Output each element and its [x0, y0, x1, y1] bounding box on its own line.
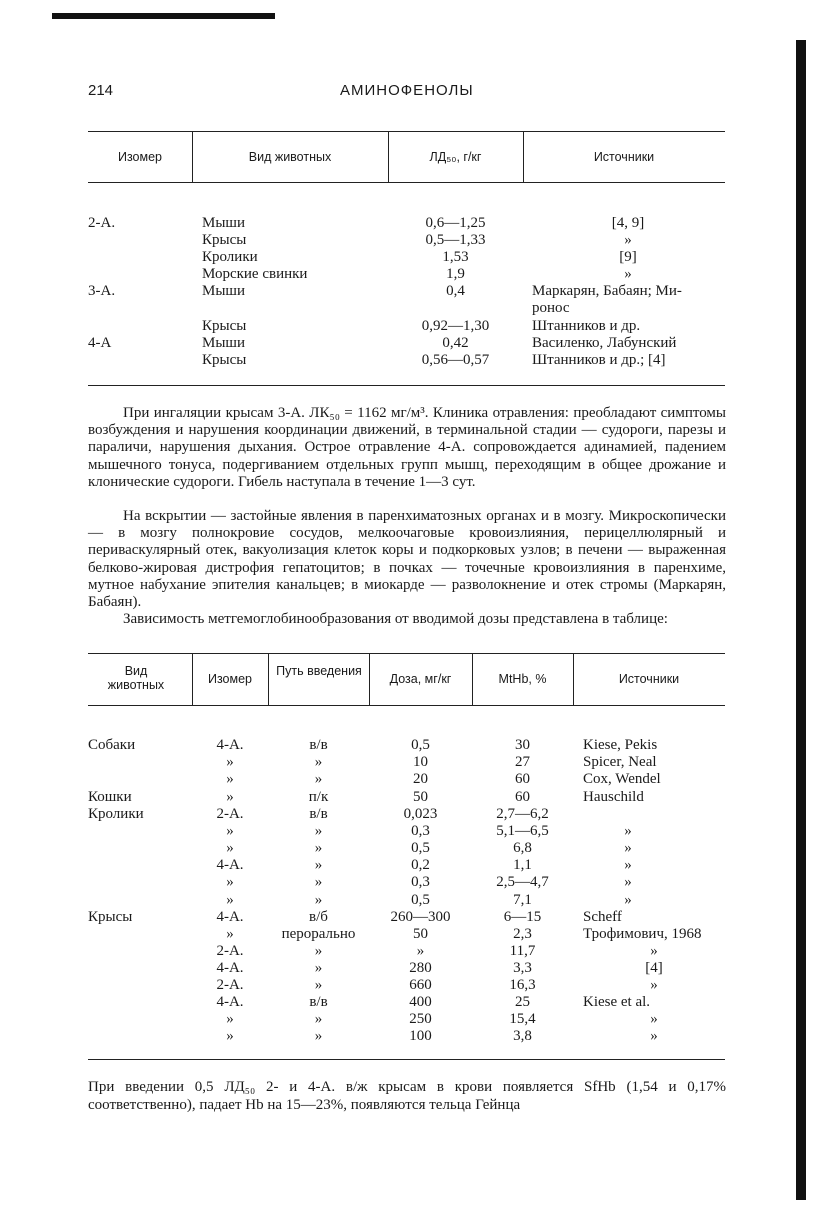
cell-source: » — [624, 840, 632, 856]
table1-top-rule — [88, 131, 725, 132]
cell-animal: Крысы — [202, 232, 247, 248]
table2-header-animal: Вид животных — [107, 664, 165, 692]
cell-dose: 400 — [409, 994, 432, 1010]
cell-ld50: 1,53 — [442, 249, 469, 265]
table2-top-rule — [88, 653, 725, 654]
cell-source: » — [624, 823, 632, 839]
cell-animal: Мыши — [202, 215, 245, 231]
cell-route: » — [314, 857, 323, 873]
cell-dose: 100 — [409, 1028, 432, 1044]
cell-mthb: 27 — [515, 754, 530, 770]
cell-isomer: » — [226, 771, 234, 787]
cell-dose: » — [416, 943, 425, 959]
cell-mthb: 15,4 — [509, 1011, 536, 1027]
cell-isomer: 3-А. — [88, 283, 116, 299]
table2-bottom-rule — [88, 1059, 725, 1060]
cell-mthb: 6—15 — [503, 909, 542, 925]
cell-dose: 0,5 — [411, 737, 430, 753]
cell-animal: Крысы — [88, 909, 133, 925]
cell-isomer: » — [226, 1028, 234, 1044]
cell-route: в/в — [309, 806, 328, 822]
cell-dose: 0,2 — [411, 857, 430, 873]
cell-isomer: » — [226, 874, 234, 890]
table2-header-route: Путь введения — [276, 664, 362, 678]
table2-header-mthb: MtHb, % — [498, 672, 547, 686]
cell-source: Hauschild — [583, 789, 644, 805]
cell-route: » — [314, 823, 323, 839]
cell-source: » — [624, 857, 632, 873]
cell-route: в/в — [309, 994, 328, 1010]
cell-dose: 50 — [413, 926, 428, 942]
cell-ld50: 0,4 — [446, 283, 465, 299]
cell-mthb: 11,7 — [509, 943, 536, 959]
cell-source: Штанников и др.; [4] — [532, 352, 666, 368]
cell-source: Kiese, Pekis — [583, 737, 658, 753]
cell-source: Cox, Wendel — [583, 771, 661, 787]
cell-mthb: 2,3 — [513, 926, 532, 942]
cell-dose: 0,5 — [411, 892, 430, 908]
cell-dose: 0,3 — [411, 823, 430, 839]
cell-isomer: » — [226, 823, 234, 839]
paragraph-inhalation: При ингаляции крысам 3-А. ЛК₅₀ = 1162 мг/м³. Клиника отравления: преобладают симптомы возбуждения и нарушения координации движений, в терминальной стадии — судороги, парезы и параличи, нарушения дыхания. Острое отравление 4-А. сопровождается адинамией, падением мышечного тонуса, подергиванием отдельных групп мышц, переходящим в общее дрожание и клонические судороги. Гибель наступала в течение 1—3 сут. — [88, 405, 726, 490]
table2-header-isomer: Изомер — [207, 672, 253, 686]
cell-route: в/б — [309, 909, 328, 925]
cell-isomer: 4-А. — [216, 737, 244, 753]
cell-mthb: 3,8 — [513, 1028, 532, 1044]
cell-route: » — [314, 754, 323, 770]
cell-isomer: 2-А. — [216, 977, 244, 993]
cell-isomer: » — [226, 754, 234, 770]
cell-ld50: 0,6—1,25 — [425, 215, 486, 231]
cell-route: перорально — [281, 926, 356, 942]
cell-isomer: 2-А. — [216, 943, 244, 959]
cell-source: » — [650, 943, 658, 959]
cell-isomer: 4-А. — [216, 960, 244, 976]
cell-isomer: » — [226, 926, 234, 942]
cell-route: » — [314, 840, 323, 856]
cell-source: Трофимович, 1968 — [583, 926, 702, 942]
cell-source: [4, 9] — [611, 215, 645, 231]
cell-ld50: 0,92—1,30 — [421, 318, 490, 334]
cell-source: Маркарян, Бабаян; Ми- — [532, 283, 682, 299]
cell-isomer: 2-А. — [88, 215, 116, 231]
cell-route: » — [314, 1028, 323, 1044]
cell-mthb: 30 — [515, 737, 530, 753]
cell-source: » — [650, 1011, 658, 1027]
cell-animal: Мыши — [202, 335, 245, 351]
table2-header-dose: Доза, мг/кг — [389, 672, 452, 686]
table1-bottom-rule — [88, 385, 725, 386]
cell-animal: Кошки — [88, 789, 132, 805]
cell-animal: Кролики — [202, 249, 258, 265]
cell-mthb: 1,1 — [513, 857, 532, 873]
paragraph-autopsy: На вскрытии — застойные явления в паренхиматозных органах и в мозгу. Микроскопически — в мозгу полнокровие сосудов, мелкоочаговые кровоизлияния, перицеллюлярный и периваскулярный отек, вакуолизация клеток коры и подкорковых узлов; в печени — выраженная белково-жировая дистрофия гепатоцитов; в почках — точечные кровоизлияния в паренхиме, мутное набухание эпителия канальцев; в миокарде — разволокнение и отек стромы (Маркарян, Бабаян). — [88, 508, 726, 611]
cell-mthb: 60 — [515, 789, 530, 805]
cell-isomer: 2-А. — [216, 806, 244, 822]
cell-route: » — [314, 874, 323, 890]
cell-isomer: » — [226, 789, 234, 805]
cell-route: » — [314, 943, 323, 959]
scan-edge-bar-right — [796, 40, 806, 1200]
cell-mthb: 25 — [515, 994, 530, 1010]
table2-col-divider — [268, 653, 269, 705]
paragraph-footer: При введении 0,5 ЛД₅₀ 2- и 4-А. в/ж крысам в крови появляется SfHb (1,54 и 0,17% соответственно), падает Hb на 15—23%, появляются тельца Гейнца — [88, 1079, 726, 1113]
cell-dose: 20 — [413, 771, 428, 787]
cell-ld50: 0,42 — [442, 335, 469, 351]
cell-isomer: 4-А — [88, 335, 112, 351]
running-title: АМИНОФЕНОЛЫ — [340, 82, 474, 99]
cell-route: » — [314, 977, 323, 993]
cell-dose: 0,5 — [411, 840, 430, 856]
table1-header-animal: Вид животных — [248, 150, 332, 164]
table1-header-isomer: Изомер — [117, 150, 163, 164]
cell-animal: Крысы — [202, 318, 247, 334]
cell-isomer: 4-А. — [216, 994, 244, 1010]
cell-source: Штанников и др. — [532, 318, 641, 334]
cell-source: ронос — [532, 300, 570, 316]
cell-route: » — [314, 960, 323, 976]
cell-source: » — [624, 266, 632, 282]
table1-header-rule — [88, 182, 725, 183]
cell-animal: Крысы — [202, 352, 247, 368]
cell-source: » — [624, 232, 632, 248]
table1-header-sources: Источники — [593, 150, 655, 164]
cell-mthb: 60 — [515, 771, 530, 787]
page-number: 214 — [88, 82, 114, 99]
cell-source: [4] — [645, 960, 663, 976]
cell-isomer: 4-А. — [216, 909, 244, 925]
cell-isomer: » — [226, 892, 234, 908]
cell-route: » — [314, 892, 323, 908]
cell-animal: Собаки — [88, 737, 136, 753]
cell-mthb: 2,7—6,2 — [496, 806, 549, 822]
cell-source: » — [624, 874, 632, 890]
cell-source: [9] — [619, 249, 637, 265]
cell-dose: 250 — [409, 1011, 432, 1027]
table2-header-rule — [88, 705, 725, 706]
scan-edge-bar-top — [52, 13, 275, 19]
cell-route: в/в — [309, 737, 328, 753]
cell-dose: 10 — [413, 754, 428, 770]
cell-dose: 50 — [413, 789, 428, 805]
cell-source: » — [624, 892, 632, 908]
cell-mthb: 2,5—4,7 — [496, 874, 549, 890]
cell-animal: Кролики — [88, 806, 144, 822]
cell-isomer: » — [226, 840, 234, 856]
cell-source: Spicer, Neal — [583, 754, 657, 770]
cell-source: Kiese et al. — [583, 994, 651, 1010]
cell-source: » — [650, 1028, 658, 1044]
page-header — [88, 82, 728, 106]
cell-animal: Мыши — [202, 283, 245, 299]
cell-isomer: 4-А. — [216, 857, 244, 873]
cell-ld50: 0,56—0,57 — [421, 352, 490, 368]
cell-ld50: 0,5—1,33 — [425, 232, 486, 248]
cell-source: Василенко, Лабунский — [532, 335, 677, 351]
cell-isomer: » — [226, 1011, 234, 1027]
cell-source: Scheff — [583, 909, 622, 925]
table2-header-sources: Источники — [618, 672, 680, 686]
cell-mthb: 5,1—6,5 — [496, 823, 549, 839]
cell-mthb: 6,8 — [513, 840, 532, 856]
cell-mthb: 3,3 — [513, 960, 532, 976]
cell-source: » — [650, 977, 658, 993]
cell-dose: 260—300 — [390, 909, 451, 925]
cell-mthb: 7,1 — [513, 892, 532, 908]
cell-dose: 0,3 — [411, 874, 430, 890]
cell-ld50: 1,9 — [446, 266, 465, 282]
cell-route: п/к — [308, 789, 329, 805]
cell-dose: 0,023 — [403, 806, 438, 822]
cell-animal: Морские свинки — [202, 266, 308, 282]
cell-route: » — [314, 771, 323, 787]
cell-mthb: 16,3 — [509, 977, 536, 993]
paragraph-methemoglobin: Зависимость метгемоглобинообразования от вводимой дозы представлена в таблице: — [123, 611, 668, 627]
cell-dose: 660 — [409, 977, 432, 993]
table1-header-ld50: ЛД₅₀, г/кг — [429, 150, 482, 164]
cell-dose: 280 — [409, 960, 432, 976]
cell-route: » — [314, 1011, 323, 1027]
